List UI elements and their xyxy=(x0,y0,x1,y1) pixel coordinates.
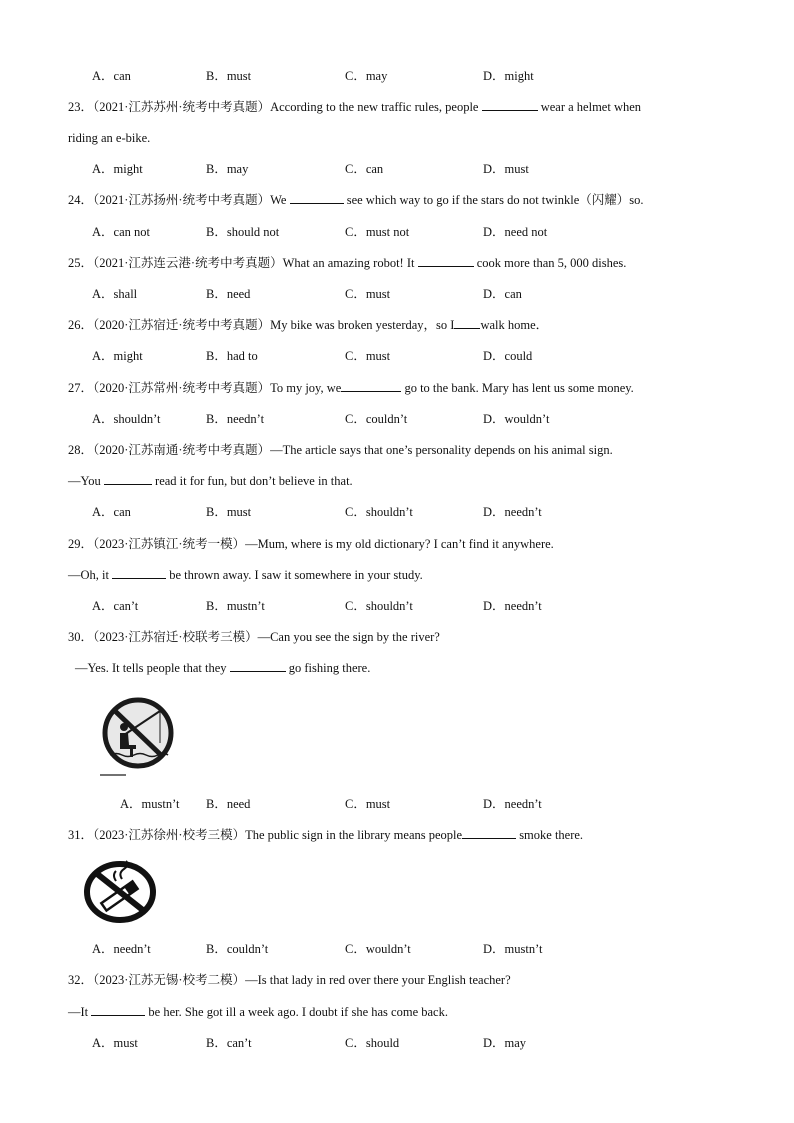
option-c: C．may xyxy=(345,69,388,83)
question-number: 30． xyxy=(68,630,94,644)
answer-blank xyxy=(341,379,401,392)
question-29-reply xyxy=(68,566,423,584)
question-source: （2023·江苏宿迁·校联考三模） xyxy=(93,630,258,644)
question-source: （2021·江苏扬州·统考中考真题） xyxy=(93,193,271,207)
answer-blank xyxy=(91,1003,145,1016)
stem-text: —Is that lady in red over there your English teacher? xyxy=(245,973,511,987)
option-d: D．needn’t xyxy=(483,505,542,519)
stem-text: walk home． xyxy=(480,318,549,332)
no-smoking-sign-icon xyxy=(82,859,158,925)
answer-blank xyxy=(104,472,152,485)
option-b: B．couldn’t xyxy=(206,942,269,956)
option-d: D．might xyxy=(483,69,534,83)
option-b: B．had to xyxy=(206,349,258,363)
option-a: A．might xyxy=(92,349,143,363)
option-a: A．must xyxy=(92,1036,138,1050)
question-31-stem xyxy=(68,826,583,844)
question-source: （2021·江苏苏州·统考中考真题） xyxy=(93,100,271,114)
stem-text: To my joy, we xyxy=(270,381,342,395)
option-b: B．must xyxy=(206,69,252,83)
question-number: 28． xyxy=(68,443,94,457)
answer-blank xyxy=(290,191,344,204)
option-c: C．must xyxy=(345,797,391,811)
question-26-stem xyxy=(68,316,548,334)
option-a: A．shouldn’t xyxy=(92,412,161,426)
stem-text: My bike was broken yesterday，so I xyxy=(270,318,455,332)
question-number: 24． xyxy=(68,193,94,207)
option-b: B．needn’t xyxy=(206,412,265,426)
option-b: B．must xyxy=(206,505,252,519)
option-d: D．needn’t xyxy=(483,797,542,811)
option-a: A．needn’t xyxy=(92,942,151,956)
question-29-stem xyxy=(68,535,554,553)
stem-text: The public sign in the library means people xyxy=(245,828,463,842)
option-c: C．must xyxy=(345,349,391,363)
question-source: （2023·江苏镇江·统考一模） xyxy=(93,537,246,551)
answer-blank xyxy=(482,98,538,111)
question-28-reply xyxy=(68,472,353,490)
stem-text: go fishing there. xyxy=(288,661,371,675)
option-b: B．may xyxy=(206,162,249,176)
option-c: C．can xyxy=(345,162,384,176)
stem-text: cook more than 5, 000 dishes. xyxy=(476,256,627,270)
option-b: B．mustn’t xyxy=(206,599,265,613)
question-source: （2023·江苏无锡·校考二模） xyxy=(93,973,246,987)
option-a: A．mustn’t xyxy=(120,797,180,811)
option-c: C．shouldn’t xyxy=(345,599,413,613)
option-d: D．wouldn’t xyxy=(483,412,550,426)
stem-text: —Can you see the sign by the river? xyxy=(257,630,440,644)
question-number: 25． xyxy=(68,256,94,270)
option-b: B．should not xyxy=(206,225,280,239)
question-number: 23． xyxy=(68,100,94,114)
option-d: D．needn’t xyxy=(483,599,542,613)
option-b: B．can’t xyxy=(206,1036,252,1050)
question-source: （2020·江苏南通·统考中考真题） xyxy=(93,443,271,457)
option-c: C．couldn’t xyxy=(345,412,408,426)
option-c: C．must xyxy=(345,287,391,301)
option-c: C．should xyxy=(345,1036,400,1050)
option-b: B．need xyxy=(206,287,251,301)
question-32-reply xyxy=(68,1003,448,1021)
stem-text: read it for fun, but don’t believe in that. xyxy=(155,474,353,488)
no-fishing-sign-icon xyxy=(96,693,180,779)
stem-text: be thrown away. I saw it somewhere in your study. xyxy=(169,568,423,582)
question-23-stem xyxy=(68,98,641,116)
question-source: （2023·江苏徐州·校考三模） xyxy=(93,828,246,842)
stem-text: —It xyxy=(68,1005,89,1019)
question-number: 31． xyxy=(68,828,94,842)
stem-text: We xyxy=(270,193,287,207)
option-a: A．can’t xyxy=(92,599,139,613)
question-24-stem xyxy=(68,191,644,209)
stem-text: go to the bank. Mary has lent us some money. xyxy=(404,381,634,395)
option-d: D．may xyxy=(483,1036,527,1050)
option-a: A．can xyxy=(92,69,131,83)
option-c: C．must not xyxy=(345,225,410,239)
answer-blank xyxy=(112,566,166,579)
answer-blank xyxy=(462,826,516,839)
option-a: A．might xyxy=(92,162,143,176)
option-a: A．shall xyxy=(92,287,138,301)
question-32-stem xyxy=(68,971,511,989)
option-a: A．can xyxy=(92,505,131,519)
question-25-stem xyxy=(68,254,626,272)
option-d: D．must xyxy=(483,162,529,176)
question-30-stem xyxy=(68,628,440,646)
stem-text: see which way to go if the stars do not twinkle（闪耀）so. xyxy=(346,193,644,207)
stem-text: —The article says that one’s personality depends on his animal sign. xyxy=(270,443,613,457)
question-source: （2020·江苏宿迁·统考中考真题） xyxy=(93,318,271,332)
stem-text: What an amazing robot! It xyxy=(282,256,415,270)
question-number: 26． xyxy=(68,318,94,332)
option-d: D．can xyxy=(483,287,522,301)
option-c: C．wouldn’t xyxy=(345,942,411,956)
answer-blank xyxy=(454,316,480,329)
answer-blank xyxy=(418,254,474,267)
stem-text: —Oh, it xyxy=(68,568,109,582)
question-source: （2021·江苏连云港·统考中考真题） xyxy=(93,256,283,270)
question-30-reply xyxy=(75,659,370,677)
option-d: D．need not xyxy=(483,225,548,239)
question-27-stem xyxy=(68,379,634,397)
question-23-stem-cont: riding an e-bike. xyxy=(68,131,151,145)
question-28-stem xyxy=(68,441,613,459)
option-a: A．can not xyxy=(92,225,150,239)
stem-text: smoke there. xyxy=(519,828,584,842)
answer-blank xyxy=(230,659,286,672)
stem-text: —You xyxy=(68,474,101,488)
question-number: 29． xyxy=(68,537,94,551)
option-b: B．need xyxy=(206,797,251,811)
question-number: 27． xyxy=(68,381,94,395)
question-number: 32． xyxy=(68,973,94,987)
option-d: D．could xyxy=(483,349,533,363)
option-d: D．mustn’t xyxy=(483,942,543,956)
stem-text: —Mum, where is my old dictionary? I can’t find it anywhere. xyxy=(245,537,554,551)
stem-text: wear a helmet when xyxy=(540,100,642,114)
stem-text: According to the new traffic rules, people xyxy=(270,100,479,114)
stem-text: —Yes. It tells people that they xyxy=(75,661,227,675)
question-source: （2020·江苏常州·统考中考真题） xyxy=(93,381,271,395)
option-c: C．shouldn’t xyxy=(345,505,413,519)
stem-text: be her. She got ill a week ago. I doubt if she has come back. xyxy=(148,1005,448,1019)
